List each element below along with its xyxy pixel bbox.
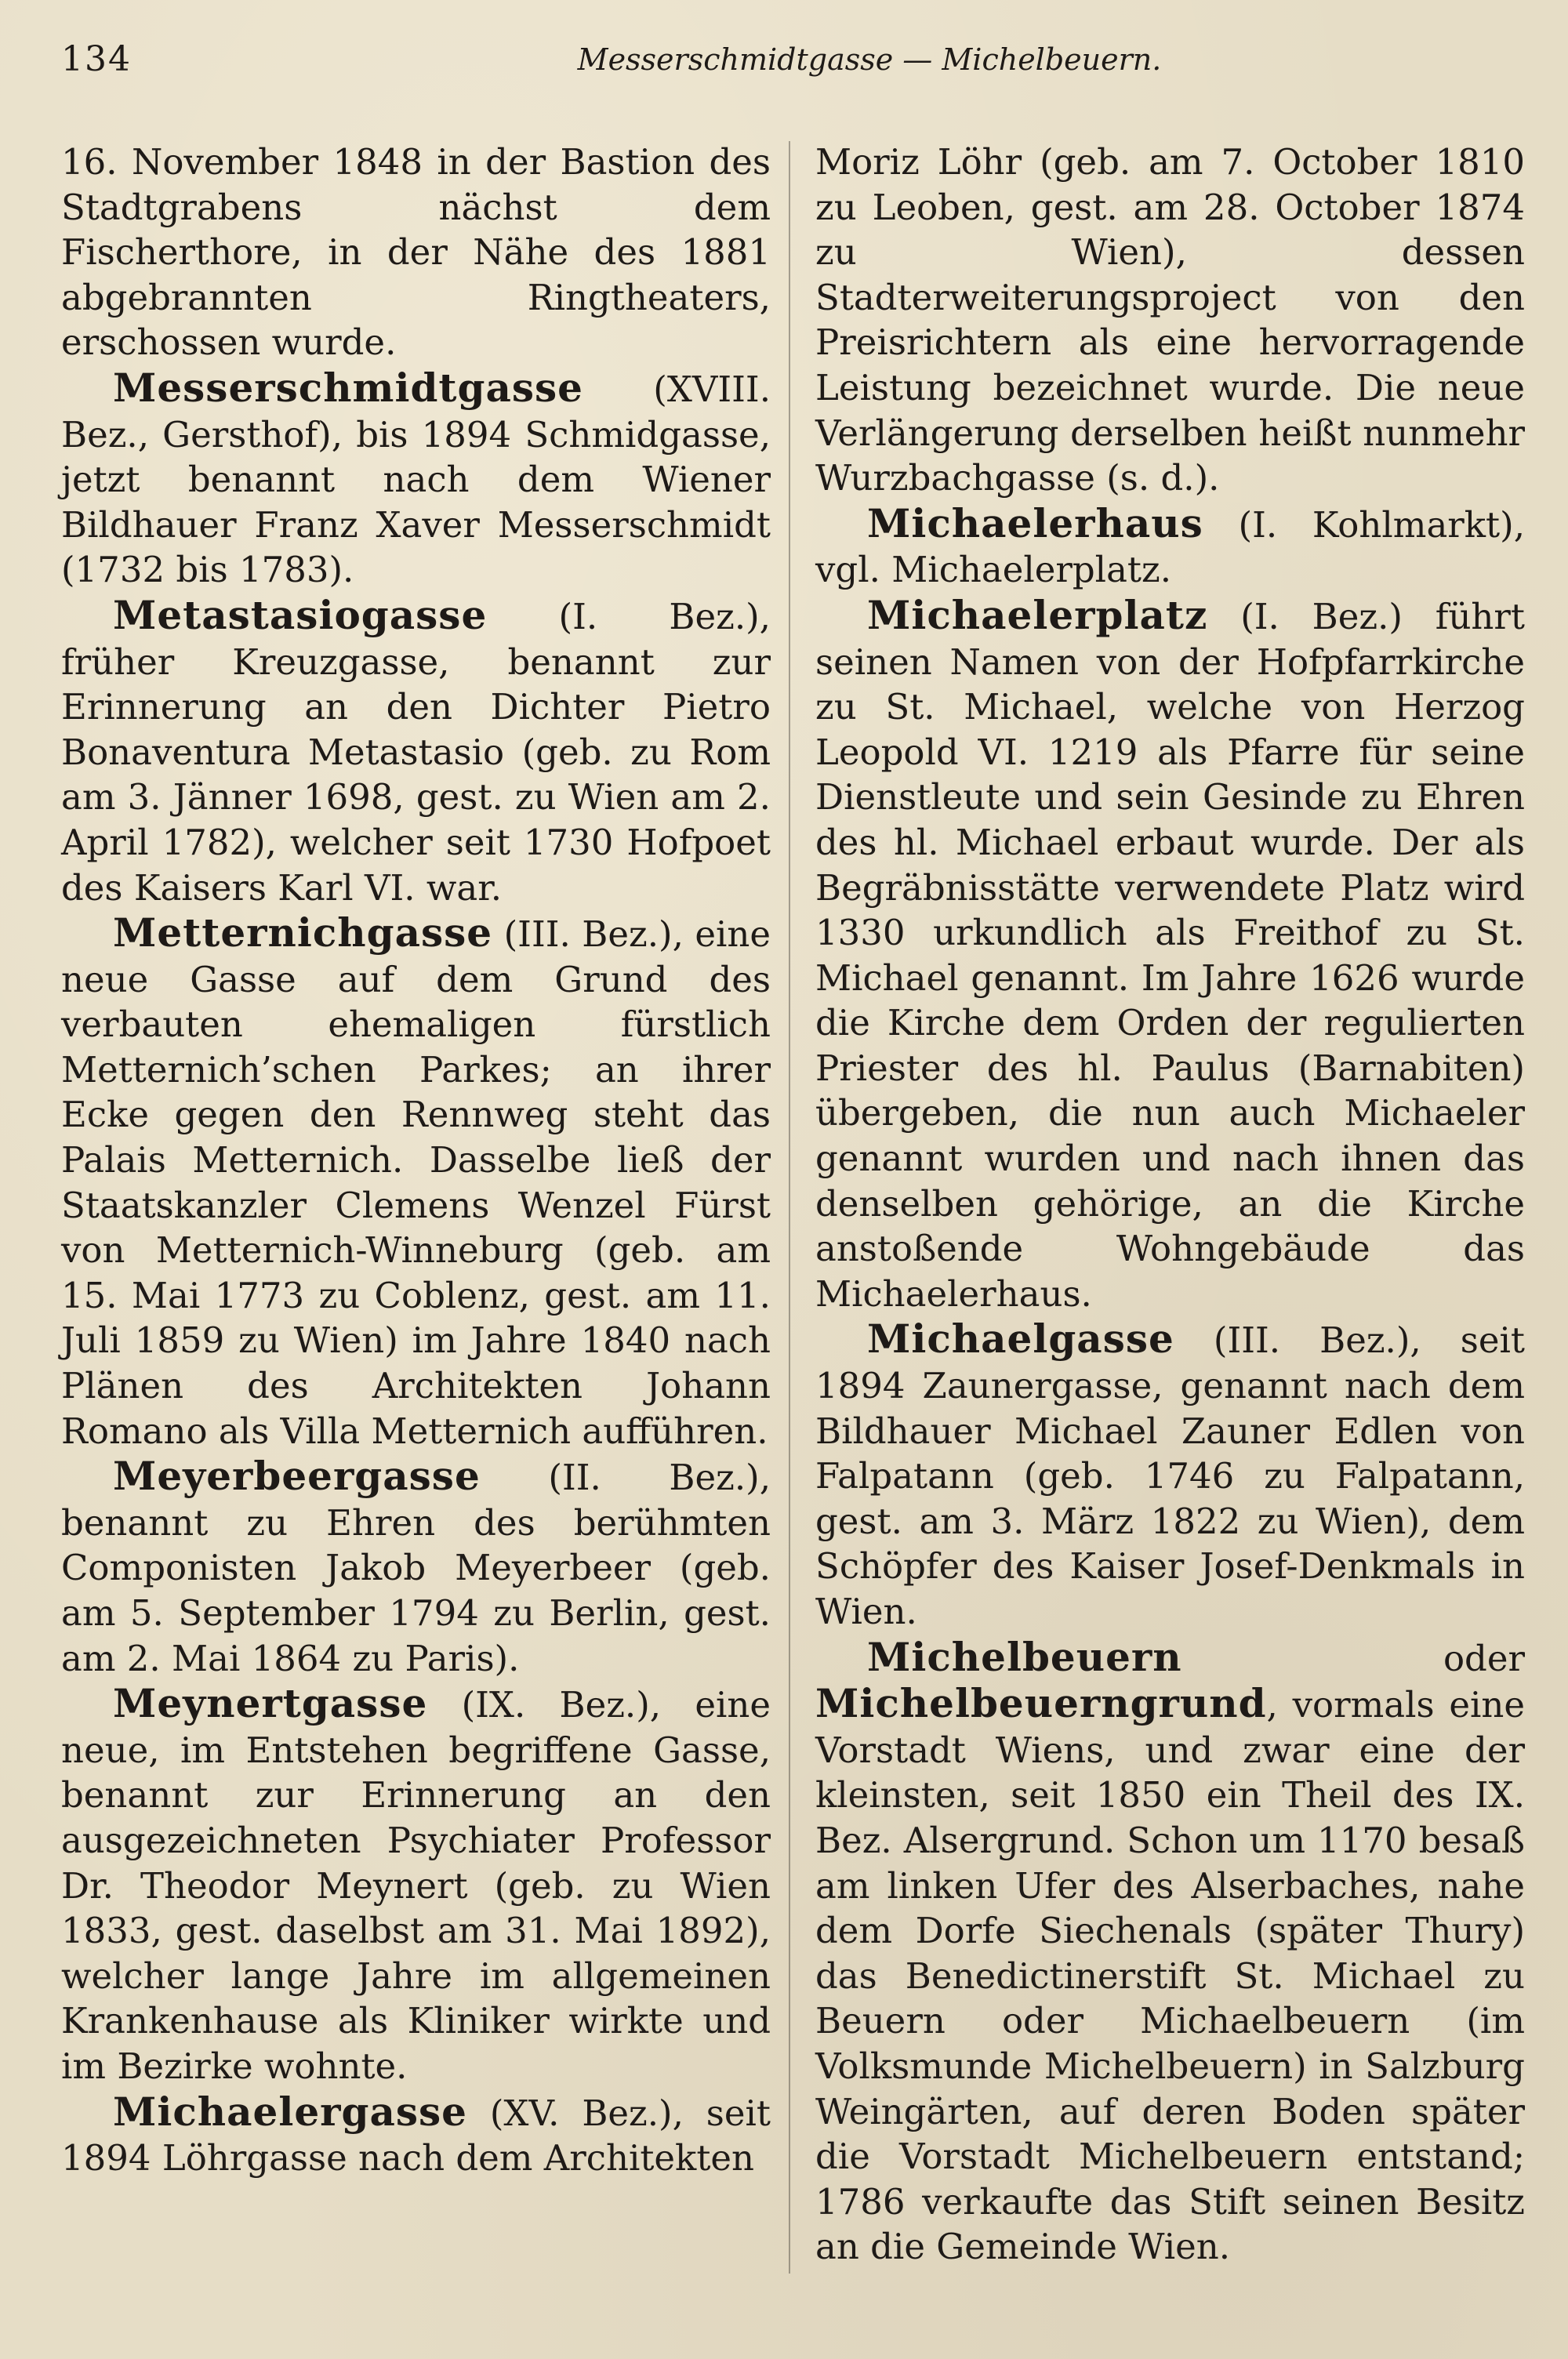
entry-messerschmidtgasse [61, 365, 771, 593]
entry-metastasiogasse [61, 593, 771, 910]
entry-text: (III. Bez.), seit 1894 Zaunergasse, genannt nach dem Bildhauer Michael Zauner Edlen von Falpatann (geb. 1746 zu Falpatann, gest. am 3. März 1822 zu Wien), dem Schöpfer des Kaiser Josef-Denkmals in Wien. [815, 1319, 1525, 1632]
entry-text: (XV. Bez.), seit 1894 Löhrgasse nach dem Architekten [61, 2092, 771, 2179]
entry-headword: Meyerbeergasse [113, 1453, 481, 1500]
entry-michelbeuern [815, 1635, 1525, 2270]
entry-text: (IX. Bez.), eine neue, im Entstehen begriffene Gasse, benannt zur Erinnerung an den ausgezeichneten Psychiater Professor Dr. Theodor Meynert (geb. zu Wien 1833, gest. daselbst am 31. Mai 1892), welcher lange Jahre im allgemeinen Krankenhause als Kliniker wirkte und im Bezirke wohnte. [61, 1684, 771, 2087]
entry-michaelerhaus [815, 501, 1525, 593]
entry-headword: Meynertgasse [113, 1680, 428, 1727]
entry-text: 16. November 1848 in der Bastion des Stadtgrabens nächst dem Fischerthore, in der Nähe des 1881 abgebrannten Ringtheaters, erschossen wurde. [61, 141, 771, 364]
entry-headword: Michaelergasse [113, 2088, 467, 2135]
left-column [61, 140, 771, 2181]
entry-michaelergasse [61, 2089, 771, 2181]
entry-connector: oder [1181, 1637, 1525, 1679]
entry-headword: Michaelgasse [867, 1316, 1174, 1363]
entry-text: (I. Bez.) führt seinen Namen von der Hofpfarrkirche zu St. Michael, welche von Herzog Leopold VI. 1219 als Pfarre für seine Dienstleute und sein Gesinde zu Ehren des hl. Michael erbaut wurde. Der als Begräbnisstätte verwendete Platz wird 1330 urkundlich als Freithof zu St. Michael genannt. Im Jahre 1626 wurde die Kirche dem Orden der regulierten Priester des hl. Paulus (Barnabiten) übergeben, die nun auch Michaeler genannt wurden und nach ihnen das denselben gehörige, an die Kirche anstoßende Wohngebäude das Michaelerhaus. [815, 595, 1525, 1315]
entry-headword-alt: Michelbeuerngrund [815, 1680, 1267, 1727]
entry-meynertgasse [61, 1681, 771, 2089]
entry-text: Moriz Löhr (geb. am 7. October 1810 zu Leoben, gest. am 28. October 1874 zu Wien), dessen Stadterweiterungsproject von den Preisrichtern als eine hervorragende Leistung bezeichnet wurde. Die neue Verlängerung derselben heißt nunmehr Wurzbachgasse (s. d.). [815, 141, 1525, 499]
entry-continuation [815, 140, 1525, 501]
page-number: 134 [61, 39, 132, 79]
entry-text: (III. Bez.), eine neue Gasse auf dem Grund des verbauten ehemaligen fürstlich Metternich’schen Parkes; an ihrer Ecke gegen den Rennweg steht das Palais Metternich. Dasselbe ließ der Staatskanzler Clemens Wenzel Fürst von Metternich-Winneburg (geb. am 15. Mai 1773 zu Coblenz, gest. am 11. Juli 1859 zu Wien) im Jahre 1840 nach Plänen des Architekten Johann Romano als Villa Metternich aufführen. [61, 913, 771, 1452]
entry-text: (XVIII. Bez., Gersthof), bis 1894 Schmidgasse, jetzt benannt nach dem Wiener Bildhauer Franz Xaver Messerschmidt (1732 bis 1783). [61, 368, 771, 591]
entry-text: (II. Bez.), benannt zu Ehren des berühmten Componisten Jakob Meyerbeer (geb. am 5. September 1794 zu Berlin, gest. am 2. Mai 1864 zu Paris). [61, 1457, 771, 1679]
entry-headword: Metastasiogasse [113, 591, 488, 638]
page-header [61, 39, 1521, 86]
column-divider [789, 141, 790, 2274]
running-head: Messerschmidtgasse — Michelbeuern. [577, 42, 1162, 77]
entry-headword: Messerschmidtgasse [113, 364, 583, 411]
entry-metternichgasse [61, 910, 771, 1454]
entry-continuation [61, 140, 771, 365]
entry-text: (I. Bez.), früher Kreuzgasse, benannt zur Erinnerung an den Dichter Pietro Bonaventura Metastasio (geb. zu Rom am 3. Jänner 1698, gest. zu Wien am 2. April 1782), welcher seit 1730 Hofpoet des Kaisers Karl VI. war. [61, 595, 771, 909]
entry-headword: Michaelerplatz [867, 591, 1208, 638]
entry-headword: Michaelerhaus [867, 499, 1203, 546]
entry-text: (I. Kohlmarkt), vgl. Michaelerplatz. [815, 503, 1525, 591]
entry-michaelerplatz [815, 593, 1525, 1317]
entry-headword: Metternichgasse [113, 909, 493, 956]
entry-text: , vormals eine Vorstadt Wiens, und zwar eine der kleinsten, seit 1850 ein Theil des IX. Bez. Alsergrund. Schon um 1170 besaß am linken Ufer des Alserbaches, nahe dem Dorfe Siechenals (später Thury) das Benedictinerstift St. Michael zu Beuern oder Michaelbeuern (im Volksmunde Michelbeuern) in Salzburg Weingärten, auf deren Boden später die Vorstadt Michelbeuern entstand; 1786 verkaufte das Stift seinen Besitz an die Gemeinde Wien. [815, 1684, 1525, 2268]
entry-meyerbeergasse [61, 1454, 771, 1681]
right-column [815, 140, 1525, 2270]
entry-michaelgasse [815, 1316, 1525, 1634]
entry-headword: Michelbeuern [867, 1633, 1182, 1680]
